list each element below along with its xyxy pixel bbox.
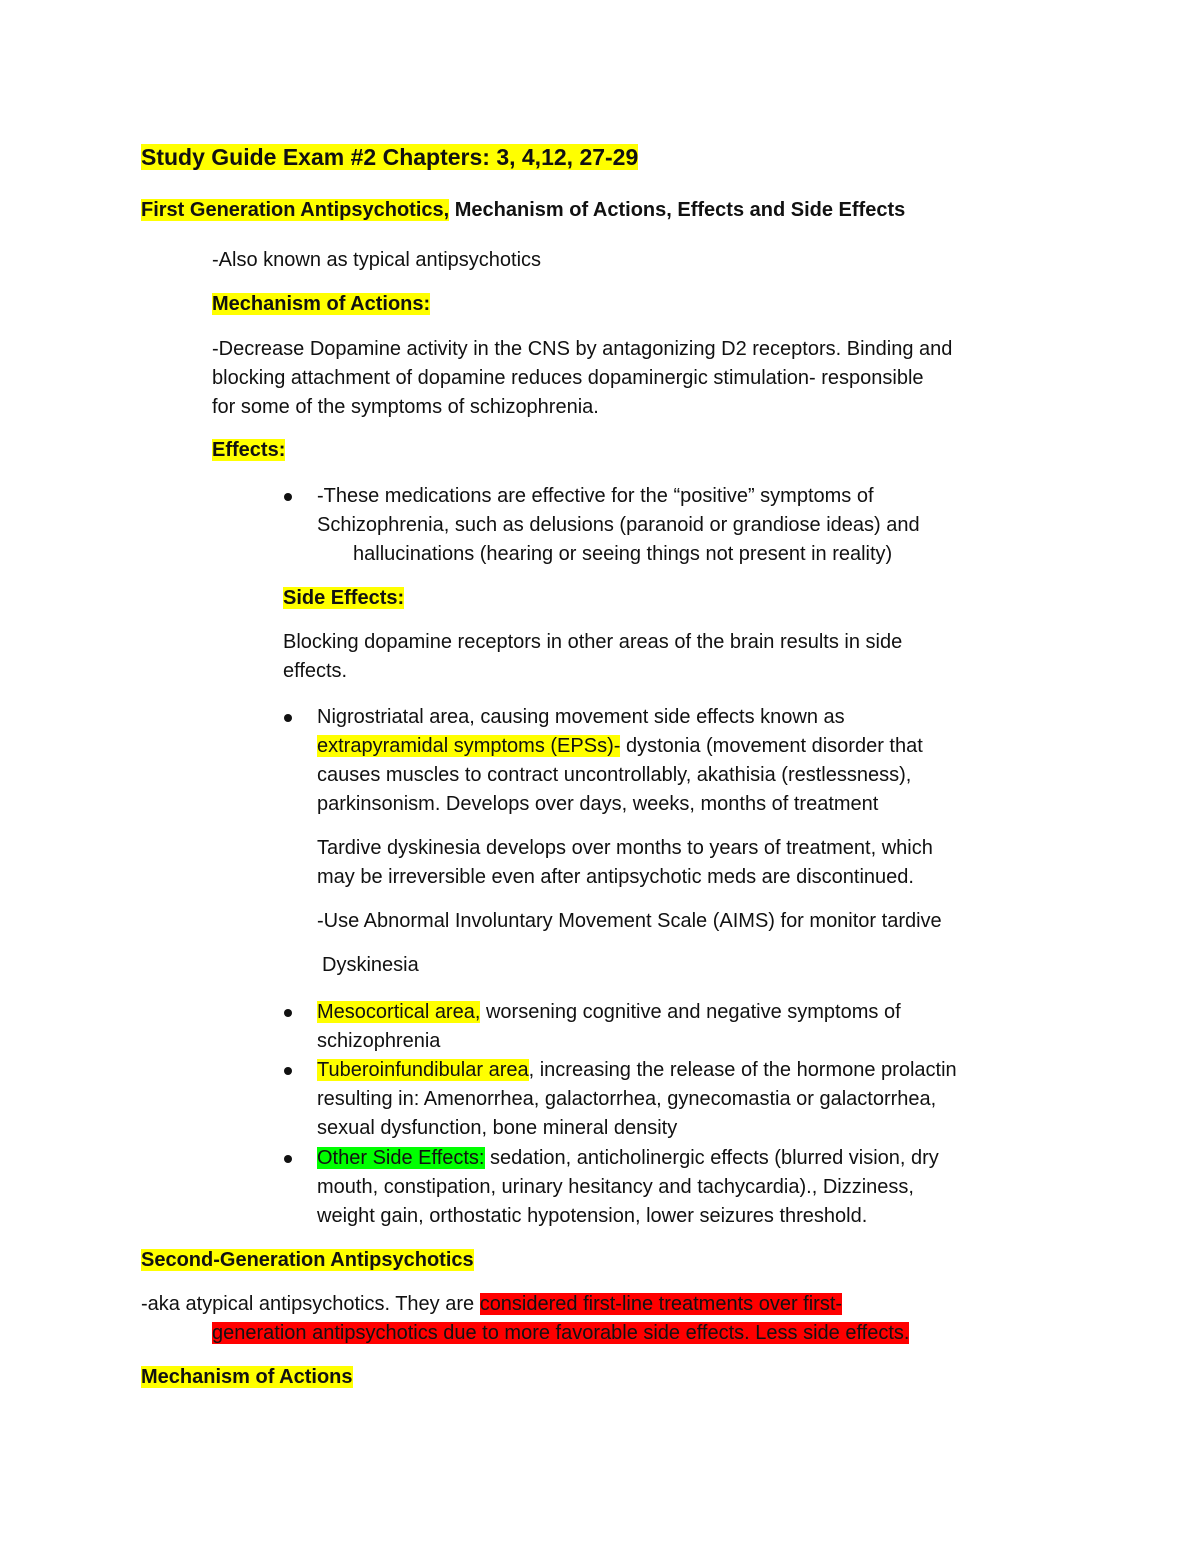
- second-gen-aka: [141, 1290, 909, 1348]
- first-gen-aka: [212, 246, 541, 275]
- second-gen-moa-heading: [141, 1363, 353, 1392]
- aims-text-2: Dyskinesia: [322, 954, 419, 976]
- moa-line: for some of the symptoms of schizophrenia.: [212, 396, 599, 418]
- effects-heading-text: Effects:: [212, 439, 286, 461]
- document-title-block: [141, 143, 638, 172]
- moa-line: blocking attachment of dopamine reduces dopaminergic stimulation- responsible: [212, 367, 924, 389]
- mesocortical-rest: worsening cognitive and negative symptoms of: [480, 1001, 901, 1023]
- second-gen-moa-heading-text: Mechanism of Actions: [141, 1366, 353, 1388]
- document-title: Study Guide Exam #2 Chapters: 3, 4,12, 27-29: [141, 144, 639, 170]
- other-side-effects-rest: sedation, anticholinergic effects (blurred vision, dry: [484, 1147, 939, 1169]
- side-effects-heading: [283, 584, 404, 613]
- side-effects-heading-text: Side Effects:: [283, 587, 405, 609]
- eps-rest: dystonia (movement disorder that: [620, 735, 923, 757]
- mesocortical-line: schizophrenia: [317, 1030, 441, 1052]
- eps-highlight: extrapyramidal symptoms (EPSs)-: [317, 735, 621, 757]
- first-gen-aka-text: -Also known as typical antipsychotics: [212, 249, 542, 271]
- effects-line: hallucinations (hearing or seeing things not present in reality): [353, 543, 893, 565]
- moa-line: -Decrease Dopamine activity in the CNS by antagonizing D2 receptors. Binding and: [212, 338, 953, 360]
- other-side-effects-highlight: Other Side Effects:: [317, 1147, 485, 1169]
- bullet-icon: [284, 714, 292, 722]
- bullet-icon: [284, 493, 292, 501]
- other-side-effects-item: [317, 1144, 939, 1231]
- bullet-icon: [284, 1155, 292, 1163]
- first-gen-moa-heading: [212, 290, 430, 319]
- side-effects-intro: [283, 628, 902, 686]
- first-gen-heading-highlight: First Generation Antipsychotics,: [141, 199, 450, 221]
- first-gen-heading: [141, 196, 905, 225]
- tubero-line: resulting in: Amenorrhea, galactorrhea, gynecomastia or galactorrhea,: [317, 1088, 937, 1110]
- tardive-line: may be irreversible even after antipsychotic meds are discontinued.: [317, 866, 914, 888]
- nigrostriatal-item: [317, 703, 923, 819]
- second-gen-aka-red-2: generation antipsychotics due to more favorable side effects. Less side effects.: [212, 1322, 910, 1344]
- aims-line-2: [322, 951, 419, 980]
- tardive-paragraph: [317, 834, 933, 892]
- first-gen-moa-heading-text: Mechanism of Actions:: [212, 293, 431, 315]
- tardive-line: Tardive dyskinesia develops over months to years of treatment, which: [317, 837, 933, 859]
- second-gen-heading: [141, 1246, 474, 1275]
- side-effects-intro-line: effects.: [283, 660, 348, 682]
- tubero-rest: , increasing the release of the hormone prolactin: [528, 1059, 957, 1081]
- other-side-effects-line: mouth, constipation, urinary hesitancy and tachycardia)., Dizziness,: [317, 1176, 914, 1198]
- effects-line: -These medications are effective for the “positive” symptoms of: [317, 485, 874, 507]
- first-gen-moa-body: [212, 335, 952, 422]
- second-gen-aka-plain: -aka atypical antipsychotics. They are: [141, 1293, 480, 1315]
- effects-line: Schizophrenia, such as delusions (paranoid or grandiose ideas) and: [317, 514, 920, 536]
- aims-text: -Use Abnormal Involuntary Movement Scale (AIMS) for monitor tardive: [317, 910, 942, 932]
- bullet-icon: [284, 1067, 292, 1075]
- second-gen-aka-red-1: considered first-line treatments over first-: [479, 1293, 843, 1315]
- side-effects-intro-line: Blocking dopamine receptors in other areas of the brain results in side: [283, 631, 903, 653]
- mesocortical-item: [317, 998, 901, 1056]
- nigrostriatal-line: Nigrostriatal area, causing movement side effects known as: [317, 706, 845, 728]
- first-gen-heading-rest: Mechanism of Actions, Effects and Side Effects: [449, 199, 906, 221]
- first-gen-effects-heading: [212, 436, 285, 465]
- mesocortical-highlight: Mesocortical area,: [317, 1001, 481, 1023]
- bullet-icon: [284, 1009, 292, 1017]
- tubero-item: [317, 1056, 957, 1143]
- effects-item: [317, 482, 920, 569]
- other-side-effects-line: weight gain, orthostatic hypotension, lower seizures threshold.: [317, 1205, 868, 1227]
- aims-line: [317, 907, 942, 936]
- second-gen-heading-text: Second-Generation Antipsychotics: [141, 1249, 474, 1271]
- nigrostriatal-line: parkinsonism. Develops over days, weeks, months of treatment: [317, 793, 879, 815]
- tubero-highlight: Tuberoinfundibular area: [317, 1059, 529, 1081]
- tubero-line: sexual dysfunction, bone mineral density: [317, 1117, 678, 1139]
- nigrostriatal-line: causes muscles to contract uncontrollably, akathisia (restlessness),: [317, 764, 912, 786]
